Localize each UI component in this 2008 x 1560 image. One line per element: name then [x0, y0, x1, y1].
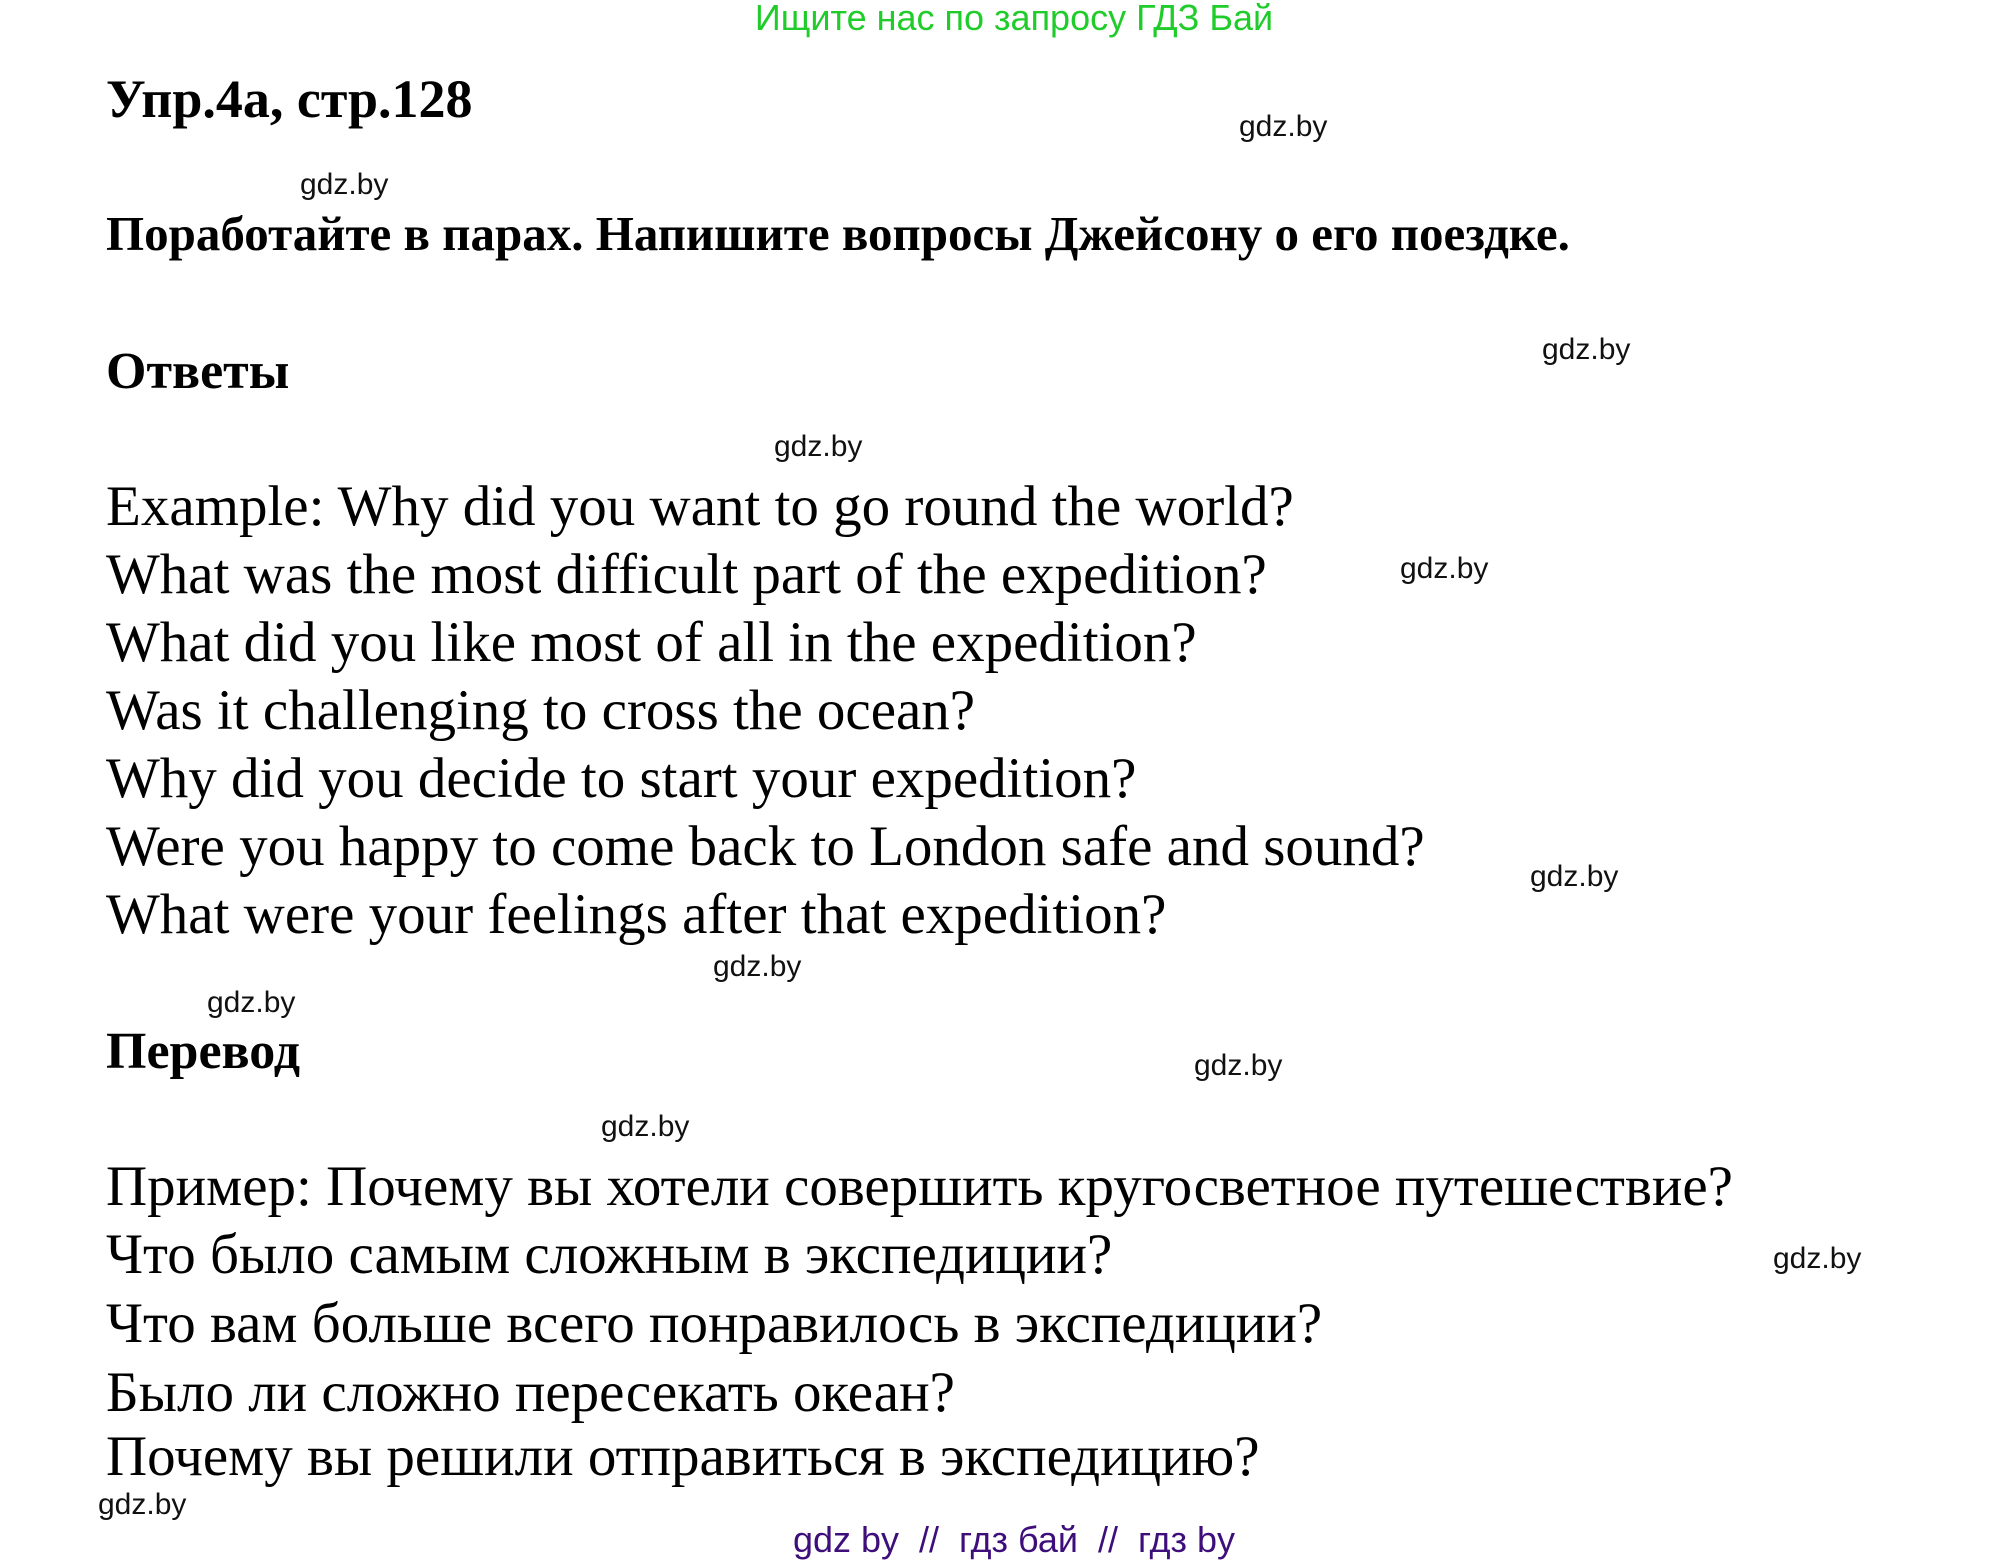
answer-line: Were you happy to come back to London safe and sound?	[106, 815, 1425, 878]
watermark: gdz.by	[1773, 1242, 1862, 1275]
watermark: gdz.by	[713, 950, 802, 983]
watermark: gdz.by	[774, 430, 863, 463]
exercise-task: Поработайте в парах. Напишите вопросы Джейсону о его поездке.	[106, 206, 1570, 261]
answer-line: What did you like most of all in the expedition?	[106, 611, 1197, 674]
answer-line: Example: Why did you want to go round the world?	[106, 475, 1294, 538]
translation-line: Было ли сложно пересекать океан?	[106, 1361, 955, 1424]
exercise-title: Упр.4а, стр.128	[106, 69, 473, 129]
watermark: gdz.by	[1239, 110, 1328, 143]
footer-links: gdz by // гдз бай // гдз by	[792, 1519, 1236, 1560]
answer-line: Was it challenging to cross the ocean?	[106, 679, 976, 742]
watermark: gdz.by	[1530, 860, 1619, 893]
answer-line: What were your feelings after that expedition?	[106, 883, 1167, 946]
watermark: gdz.by	[1194, 1049, 1283, 1082]
watermark: gdz.by	[1400, 552, 1489, 585]
translation-line: Пример: Почему вы хотели совершить кругосветное путешествие?	[106, 1155, 1733, 1218]
watermark: gdz.by	[300, 168, 389, 201]
answer-line: Why did you decide to start your expedition?	[106, 747, 1137, 810]
search-hint-banner: Ищите нас по запросу ГДЗ Бай	[754, 0, 1274, 38]
watermark: gdz.by	[207, 986, 296, 1019]
watermark: gdz.by	[1542, 333, 1631, 366]
translation-heading: Перевод	[106, 1023, 301, 1080]
watermark: gdz.by	[98, 1488, 187, 1521]
answer-line: What was the most difficult part of the expedition?	[106, 543, 1267, 606]
translation-line: Почему вы решили отправиться в экспедицию?	[106, 1425, 1260, 1488]
translation-line: Что вам больше всего понравилось в экспедиции?	[106, 1292, 1323, 1355]
answers-heading: Ответы	[106, 343, 290, 400]
translation-line: Что было самым сложным в экспедиции?	[106, 1223, 1113, 1286]
watermark: gdz.by	[601, 1110, 690, 1143]
